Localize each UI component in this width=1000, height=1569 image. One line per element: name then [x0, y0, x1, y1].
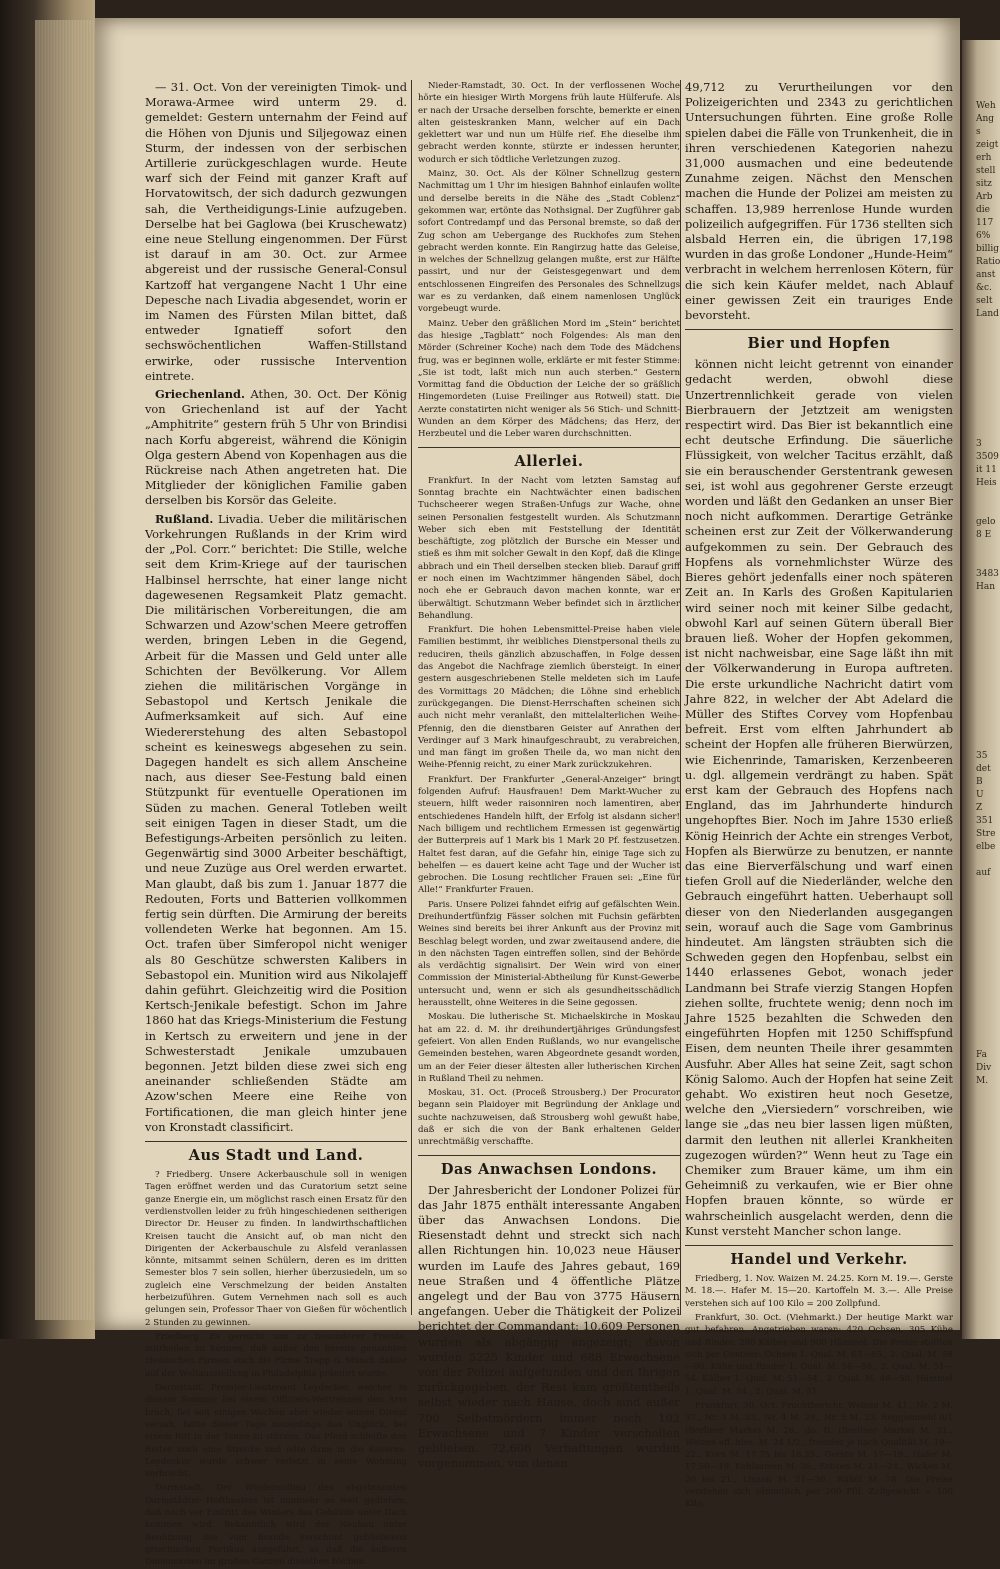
right-column [685, 80, 953, 1510]
section-heading: Bier und Hopfen [685, 329, 953, 352]
section-heading: Allerlei. [418, 447, 680, 470]
news-paragraph: Nieder-Ramstadt, 30. Oct. In der verflossenen Woche hörte ein hiesiger Wirth Morgens früh laute Hülferufe. Als er nach der Ursache derselben forschte, bemerkte er einen alten geisteskranken Mann, welcher auf ein Dach geklettert war und nun um Hülfe rief. Ehe dieselbe ihm gebracht werden konnte, stürzte er indessen herunter, wodurch er sich tödtliche Verletzungen zuzog. [418, 81, 680, 165]
page-edges [35, 20, 95, 1320]
news-paragraph: Paris. Unsere Polizei fahndet eifrig auf gefälschten Wein. Dreihundertfünfzig Fässer solchen mit Fuchsin gefärbten Weines sind bereits bei ihrer Ankunft aus der Provinz mit Beschlag belegt worden, und zwar zweitausend andere, die in den nächsten Tagen eintreffen sollen, sind der Behörde als verdächtig signalisirt. Der Wein wird von einer Commission der Ministerial-Abtheilung für Kunst-Gewerbe untersucht und, wenn er sich als gesundheitsschädlich herausstellt, ohne Weiteres in die Seine gegossen. [418, 899, 680, 1009]
news-paragraph: Friedberg, 1. Nov. Waizen M. 24.25. Korn M. 19.—. Gerste M. 18.—. Hafer M. 15—20. Kartoffeln M. 3.—. Alle Preise verstehen sich auf 100 Kilo = 200 Zollpfund. [685, 1274, 953, 1309]
news-paragraph: Moskau, 31. Oct. (Proceß Strousberg.) Der Procurator begann sein Plaidoyer mit Begründung der Anklage und suchte nachzuweisen, daß Strousberg wohl gewußt habe, daß er sich die von der Bank erhaltenen Gelder unrechtmäßig verschaffte. [418, 1088, 680, 1148]
news-paragraph: Mainz. Ueber den gräßlichen Mord im „Stein“ berichtet das hiesige „Tagblatt“ noch Folgendes: Als man den Mörder (Schreiner Koche) nach dem Tode des Mädchens frug, was er beginnen wolle, erklärte er mit fester Stimme: „Sie ist todt, laßt mich nun auch sterben.“ Gestern Vormittag fand die Obduction der Leiche der so gräßlich Hingemordeten (Luise Freilinger aus Rotweil) statt. Die Aerzte constatirten nicht weniger als 56 Stich- und Schnitt-Wunden an dem Körper des Mädchens; das Herz, der Herzbeutel und die Leber waren durchschnitten. [418, 318, 680, 440]
section-lead: Griechenland. [155, 387, 245, 402]
news-paragraph: Der Jahresbericht der Londoner Polizei für das Jahr 1875 enthält interessante Angaben über das Anwachsen Londons. Die Riesenstadt dehnt und streckt sich nach allen Richtungen hin. 10,023 neue Häuser wurden im Laufe des Jahres gebaut, 169 neue Straßen und 4 öffentliche Plätze angelegt und der Bau von 3775 Häusern angefangen. Ueber die Thätigkeit der Polizei berichtet der Commandant: 10,609 Personen wurden als abgängig angezeigt; davon wurden 5225 Kinder und 688 Erwachsene von der Polizei aufgefunden und den Ihrigen zurückgegeben, der Rest kam größtentheils selbst wieder nach Hause, doch sind außer 700 Selbstmördern immer noch 102 Erwachsene und 7 Kinder verschollen geblieben. 72,606 Verhaftungen wurden vorgenommen, von denen [418, 1182, 680, 1471]
section-heading: Aus Stadt und Land. [145, 1141, 407, 1164]
news-text: Athen, 30. Oct. Der König von Griechenland ist auf der Yacht „Amphitrite“ gestern früh 5 Uhr von Brindisi nach Korfu abgereist, während die Königin Olga gestern Abend von Kopenhagen aus die Rückreise nach Athen angetreten hat. Die Mitglieder der königlichen Familie gaben derselben bis Korsör das Geleite. [145, 387, 407, 508]
news-paragraph: — 31. Oct. Von der vereinigten Timok- und Morawa-Armee wird unterm 29. d. gemeldet: Gestern unternahm der Feind auf die Höhen von Djunis und Siljegowaz einen Sturm, der indessen von der serbischen Artillerie zurückgeschlagen wurde. Heute warf sich der Feind mit ganzer Kraft auf Horvatowitsch, der sich dadurch gezwungen sah, die Vertheidigungs-Linie aufzugeben. Derselbe hat bei Gaglowa (bei Kruschewatz) eine neue Stellung eingenommen. Der Fürst ist darauf in am 30. Oct. zur Armee abgereist und der russische General-Consul Kartzoff hat vergangene Nacht 1 Uhr eine Depesche nach Livadia abgesendet, worin er im Namen des Fürsten Milan bittet, daß entweder Ignatieff sofort den sechswöchentlichen Waffen-Stillstand erwirke, oder russische Intervention eintrete. [145, 80, 407, 383]
news-paragraph: Moskau. Die lutherische St. Michaelskirche in Moskau hat am 22. d. M. ihr dreihundertjähriges Gründungsfest gefeiert. Von allen Enden Rußlands, wo nur evangelische Gemeinden bestehen, waren Abgeordnete gesandt worden, um an der Feier dieser ältesten aller lutherischen Kirchen in Rußland Theil zu nehmen. [418, 1012, 680, 1084]
left-column [145, 80, 407, 1568]
facing-page [962, 40, 1000, 1339]
column-rule [411, 80, 412, 1315]
column-rule [680, 80, 681, 1315]
news-paragraph: Frankfurt, 30. Oct. Fruchtbericht. Weizen M. 41., Nr. 2 M. 37., Nr. 3 M. 33., Nr. 4 M. 29., Nr. 5 M. 23. Roggenmehl 0/1 (Berliner Marke) M. 26., do. II. (Berliner Marke) M. 21., Weizen eff. hies. M. 24 1/2., fremder je nach Qualität M. 19—22., Korn M. 17.75 bis 18.25., Gerste M. 17—19., Hafer M. 17.50—19. Kohlsamen M. 36., Erbsen M. 21—24., Wicken M. 20 bis 21., Linsen M. 21—30., Rüböl M. 78. Die Preise verstehen sich sämmtlich per 200 Pfd. Zollgewicht = 100 Kilo. [685, 1401, 953, 1510]
section-heading: Handel und Verkehr. [685, 1245, 953, 1268]
news-paragraph: Darmstadt. Premier-Lieutenant Leydecker, welcher in diesem Sommer bei einem Officiers-Wettrennen den Arm brach, fiel seit einigen Wochen aber wieder seinen Dienst versah, hatte dieser Tage neuerdings das Unglück, bei einem Ritt in der Tanne zu stürzen. Das Pferd schleifte den Reiter noch eine Strecke und eilte dann in die Kaserne. Leydecker wurde schwer verletzt in seine Wohnung verbracht. [145, 1383, 407, 1480]
news-paragraph: Frankfurt. Der Frankfurter „General-Anzeiger“ bringt folgenden Aufruf: Hausfrauen! Dem Markt-Wucher zu steuern, hilft weder raisonniren noch lamentiren, aber entschiedenes Handeln hilft, der Erfolg ist alsdann sicher! Nach billigem und rechtlichem Ermessen ist gegenwärtig der Butterpreis auf 1 Mark bis 1 Mark 20 Pf. festzusetzen. Haltet fest daran, auf die Gefahr hin, einige Tage sich zu behelfen — es dauert keine acht Tage und der Wucher ist gebrochen. Die Losung rechtlicher Frauen sei: „Eine für Alle!“ Frankfurter Frauen. [418, 774, 680, 896]
middle-column [418, 80, 680, 1471]
news-paragraph: Frankfurt, 30. Oct. (Viehmarkt.) Der heutige Markt war gut befahren. Angetrieben waren: 420 Ochsen, 305 Kühe und Rinder, 280 Kälber und 900 Hämmel. Die Preise stellten sich per Centner: Ochsen 1. Qual. M. 63—65., 2. Qual. M. 58—60. Kühe und Rinder 1. Qual. M. 56—58., 2. Qual. M. 51—54. Kälber 1. Qual. M. 51—54., 2. Qual. M. 48—50. Hämmel 1. Qual. M. 54., 2. Qual. M. 51. [685, 1312, 953, 1397]
news-paragraph: 49,712 zu Verurtheilungen vor den Polizeigerichten und 2343 zu gerichtlichen Untersuchungen führten. Eine große Rolle spielen dabei die Fälle von Trunkenheit, die in ihren verschiedenen Kategorien nahezu 31,000 ausmachen und eine bedeutende Zunahme zeigen. Nächst den Menschen machen die Hunde der Polizei am meisten zu schaffen. 13,989 herrenlose Hunde wurden polizeilich aufgegriffen. Für 1736 stellten sich alsbald Herren ein, die übrigen 17,198 wurden in das große Londoner „Hunde-Heim“ verbracht in welchem herrenlosen Kötern, für die sich kein Käufer meldet, nach Ablauf einer gewissen Zeit ein trauriges Ende bevorsteht. [685, 80, 953, 323]
news-paragraph: Friedberg. Es gereicht uns zu besonderer Freude, mittheilen zu können, daß außer den bereits genannten Hessischen Firmen auch die Firma Trapp & Münch dahier auf der Weltausstellung in Philadelphia prämiirt wurde. [145, 1331, 407, 1379]
facing-page-text: Weh Ang s zeigt erh stell sitz Arb die 117 6% billig Ratio anst &c. selt Land 3 3509 it 11 Heis gelo 8 E 3483 Han 35 det B U Z 351 Stre elbe auf Fa Div M. [976, 101, 1000, 1086]
news-paragraph: können nicht leicht getrennt von einander gedacht werden, obwohl diese Unzertrennlichkeit gerade von vielen Bierbrauern der Jetztzeit am wenigsten respectirt wird. Das Bier ist bekanntlich eine echt deutsche Erfindung. Die säuerliche Flüssigkeit, von welcher Tacitus erzählt, daß sie ein berauschender Gerstentrank gewesen sei, ist wohl aus gegohrener Gerste erzeugt worden und läßt den Gedanken an unser Bier noch nicht aufkommen. Derartige Getränke scheinen erst zur Zeit der Völkerwanderung aufgekommen zu sein. Der Gebrauch des Hopfens als vornehmlichster Würze des Bieres gehört jedenfalls einer noch späteren Zeit an. In Karls des Großen Kapitularien wird seiner noch mit keiner Silbe gedacht, obwohl Karl auf seinen Gütern überall Bier brauen ließ. Woher der Hopfen gekommen, ist nicht nachweisbar, eine Sage läßt ihn mit der Völkerwanderung in Europa auftreten. Die erste urkundliche Nachricht datirt vom Jahre 822, in welcher der Abt Adelard die Müller des Stiftes Corvey vom Hopfenbau befreit. Erst vom elften Jahrhundert ab scheint der Hopfen alle früheren Bierwürzen, wie Eichenrinde, Tamarisken, Kerzenbeeren u. dgl. allgemein verdrängt zu haben. Spät erst kam der Gebrauch des Hopfens nach England, das im Jahrhunderte hindurch ungehopftes Bier. Noch im Jahre 1530 erließ König Heinrich der Achte ein strenges Verbot, Hopfen als Bierwürze zu benutzen, er nannte das eine Bierverfälschung und warf einen tiefen Groll auf die Niederländer, welche den Gebrauch eingeführt hatten. Ueberhaupt soll dieser von den Niederlanden ausgegangen sein, worauf auch die Sage vom Gambrinus hindeutet. Am längsten sträubten sich die Schweden gegen den Hopfenbau, selbst ein 1440 erlassenes Gebot, wonach jeder Landmann bei Strafe vierzig Stangen Hopfen ziehen sollte, fruchtete wenig; denn noch im Jahre 1525 bezahlten die Schweden den eingeführten Hopfen mit 1250 Schiffspfund Eisen, dem neunten Theile ihrer gesammten Ausfuhr. Aber Alles hat seine Zeit, sagt schon König Salomo. Auch der Hopfen hat seine Zeit gehabt. Wo existiren heut noch Gesetze, welche den „Viersiedern“ vorschreiben, wie lange sie „das neu bier lassen ligen müßten, darmit den leuthen nit allerlei Krankheiten zugezogen würden?“ Wenn heut zu Tage ein Chemiker zum Brauer käme, um ihm ein Geheimniß zu verkaufen, wie er Bier ohne Hopfen brauen könnte, so würde er wahrscheinlich ausgelacht werden, denn die Kunst versteht Mancher schon lange. [685, 357, 953, 1238]
news-paragraph: Frankfurt. In der Nacht vom letzten Samstag auf Sonntag brachte ein Nachtwächter einen badischen Tuchscheerer wegen Straßen-Unfugs zur Wache, ohne seinen Personalien festgestellt wurden. Als Schutzmann Weber sich eben mit Feststellung der Identität beschäftigte, zog plötzlich der Bursche ein Messer und stieß es ihm mit solcher Gewalt in den Kopf, daß die Klinge abbrach und ein Theil derselben stecken blieb. Darauf griff er noch einen im Wachtzimmer hängenden Säbel, doch noch ehe er Gebrauch davon machen konnte, war er überwältigt. Schutzmann Weber befindet sich in ärztlicher Behandlung. [418, 475, 680, 621]
news-paragraph: Mainz, 30. Oct. Als der Kölner Schnellzug gestern Nachmittag um 1 Uhr im hiesigen Bahnhof einlaufen wollte und derselbe bereits in die Nähe des „Stadt Coblenz“ gekommen war, ertönte das Nothsignal. Der Zugführer gab sofort Contredampf und das Personal bremste, so daß der Zug schon am Uebergange des Ruckhofes zum Stehen gebracht werden konnte. Ein Rangirzug hatte das Geleise, in welches der Schnellzug gelangen mußte, erst zur Hälfte passirt, und nur der Geistesgegenwart und dem entschlossenen Eingreifen des Personales des Schnellzugs war es zu verdanken, daß einem namenlosen Unglück vorgebeugt wurde. [418, 169, 680, 315]
news-paragraph [145, 387, 407, 509]
section-heading: Das Anwachsen Londons. [418, 1155, 680, 1178]
news-paragraph: Darmstadt. Der Wiederaufbau des abgebrannten Darmstädter Hoftheaters ist nunmehr so weit gediehen, daß noch vor Eintritt des Winters das Gebäude unter Dach kommen wird. Bekanntlich wird der Neubau unter Benützung des vom Brande verschont gebliebenen griechischen Portikus ausgeführt, so daß die äußeren Dimensionen im großen Ganzen dieselben bleiben. [145, 1483, 407, 1568]
news-paragraph: Frankfurt. Die hohen Lebensmittel-Preise haben viele Familien bestimmt, ihr weibliches Dienstpersonal theils zu reduciren, theils gänzlich abzuschaffen, in Folge dessen das Angebot die Nachfrage ziemlich übersteigt. In einer gestern ausgeschriebenen Stelle meldeten sich im Laufe des Vormittags 20 Mädchen; die Löhne sind erheblich zurückgegangen. Die Dienst-Herrschaften scheinen sich auch nicht mehr veranlaßt, den mittelalterlichen Weihe-Pfennig, den die dienstbaren Geister auf Anrathen der Verdinger auf 3 Mark hinaufgeschraubt, zu verabreichen, und man fängt im großen Theile da, wo man nicht den Weihe-Pfennig reicht, zu einer Mark zurückzukehren. [418, 625, 680, 771]
section-lead: Rußland. [155, 511, 214, 526]
news-text: Livadia. Ueber die militärischen Vorkehrungen Rußlands in der Krim wird der „Pol. Corr.“ berichtet: Die Stille, welche seit dem Krim-Kriege auf der taurischen Halbinsel herrschte, hat einer lange nicht dagewesenen Regsamkeit Platz gemacht. Die militärischen Vorbereitungen, die am Schwarzen und Azow'schen Meere getroffen werden, bringen Leben in die Gegend, Arbeit für die Massen und Geld unter alle Schichten der Bevölkerung. Vor Allem ziehen die militärischen Vorgänge in Sebastopol und Kertsch Jenikale die Aufmerksamkeit auf sich. Auf eine Wiedererstehung des alten Sebastopol scheint es keineswegs abgesehen zu sein. Dagegen handelt es sich allem Anscheine nach, aus dieser See-Festung bald einen Stützpunkt für eventuelle Operationen im Süden zu machen. General Totleben weilt seit einigen Tagen in dieser Stadt, um die Befestigungs-Arbeiten persönlich zu leiten. Gegenwärtig sind 3000 Arbeiter beschäftigt, und neue Zuzüge aus Orel werden erwartet. Man glaubt, daß bis zum 1. Januar 1877 die Redouten, Forts und Batterien vollkommen fertig sein dürften. Die Armirung der bereits vollendeten Werke hat begonnen. Am 15. Oct. trafen über Simferopol nicht weniger als 80 Geschütze schwersten Kalibers in Sebastopol ein. Munition wird aus Nikolajeff dahin geführt. Gleichzeitig wird die Position Kertsch-Jenikale befestigt. Schon im Jahre 1860 hat das Kriegs-Ministerium die Festung in Kertsch zu erweitern und jene in der Schwesterstadt Jenikale umzubauen begonnen. Jetzt bilden diese zwei sich eng aneinander schließenden Städte am Azow'schen Meere eine Reihe von Fortificationen, die man gleich hinter jene von Kronstadt classificirt. [145, 511, 407, 1134]
news-paragraph [145, 512, 407, 1135]
news-paragraph: ? Friedberg. Unsere Ackerbauschule soll in wenigen Tagen eröffnet werden und das Curatorium setzt seine ganze Energie ein, um möglichst rasch einen Ersatz für den verdienstvollen leider zu früh hingeschiedenen seitherigen Director Dr. Heuser zu finden. In landwirthschaftlichen Kreisen taucht die Ansicht auf, ob man nicht den Dirigenten der Ackerbauschule zu Alsfeld veranlassen könnte, mitsammt seinen Schülern, deren es im dritten Semester blos 7 sein sollen, hierher überzusiedeln, um so zugleich eine Verschmelzung der beiden Anstalten herbeizuführen. Gutem Vernehmen nach soll es auch gelungen sein, Professor Thaer von Gießen für wöchentlich 2 Stunden zu gewinnen. [145, 1170, 407, 1328]
